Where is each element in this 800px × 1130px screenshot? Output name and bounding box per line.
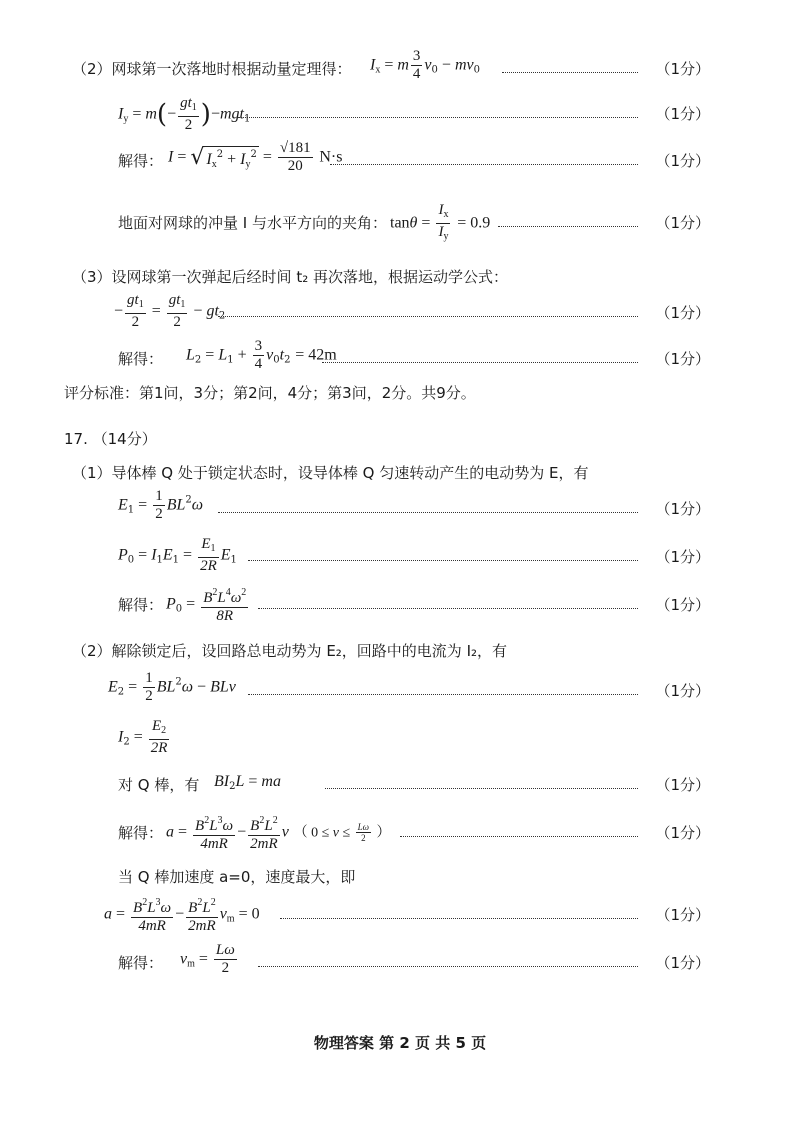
q17-p2-line5 [0, 942, 800, 982]
q17-p2-statement: 当 Q 棒加速度 a=0，速度最大，即 [118, 868, 356, 886]
prefix: 解得： [118, 954, 164, 972]
formula-e1: $E_1$ = $\frac{1}{2}$ $BL^2\omega$ [118, 488, 204, 522]
q16-p3-label: （3）设网球第一次弹起后经时间 t₂ 再次落地，根据运动学公式： [72, 268, 508, 286]
q17-p1-label-line [0, 452, 800, 492]
q17-p2-line-i2 [0, 718, 800, 758]
q16-grading [0, 372, 800, 412]
score: （1分） [655, 304, 710, 322]
q17-p2-line3 [0, 812, 800, 852]
score: （1分） [655, 906, 710, 924]
score: （1分） [655, 500, 710, 518]
q16-p2-label: （2）网球第一次落地时根据动量定理得： [72, 60, 352, 78]
score: （1分） [655, 682, 710, 700]
formula-l2: $L_2 = L_1$ + $\frac{3}{4}$ $v_0t_2 = 42m$ [186, 338, 337, 372]
grading-text: 评分标准：第1问，3分；第2问，4分；第3问，2分。共9分。 [64, 384, 476, 402]
formula-force: $BI_2L$ = ma [214, 773, 281, 792]
formula-tan: tanθ = $\frac{I_x}{I_y}$ = 0.9 [390, 202, 491, 242]
score: （1分） [655, 214, 710, 232]
q17-p1-line3 [0, 584, 800, 624]
q17-header: 17. （14分） [64, 430, 157, 448]
score: （1分） [655, 60, 710, 78]
formula-p0-result: $P_0$ = $\frac{B^2L^4\omega^2}{8R}$ [166, 584, 250, 625]
q17-p2-label: （2）解除锁定后，设回路总电动势为 E₂，回路中的电流为 I₂，有 [72, 642, 508, 660]
formula-i-total: I = √ $I_x^2 + I_y^2$ = $\frac{√181}{20}$ N·s [168, 140, 343, 174]
q16-p2-line4 [0, 202, 800, 242]
score: （1分） [655, 105, 710, 123]
unit: N·s [319, 148, 343, 166]
prefix: 解得： [118, 596, 164, 614]
q16-p3-line1 [0, 292, 800, 332]
prefix: 地面对网球的冲量 I 与水平方向的夹角： [118, 214, 387, 232]
q16-p2-line3 [0, 140, 800, 180]
prefix: 对 Q 棒，有 [118, 776, 200, 794]
formula-vm: $v_m$ = $\frac{L\omega}{2}$ [180, 942, 235, 976]
q17-p2-statement-line [0, 856, 800, 896]
formula-kinematic: − $\frac{gt_1}{2}$ = $\frac{gt_1}{2}$ − $gt_2$ [114, 292, 226, 330]
q17-p1-line2 [0, 536, 800, 576]
q17-p1-line1 [0, 488, 800, 528]
result: = 42m [295, 346, 337, 364]
score: （1分） [655, 548, 710, 566]
prefix: 解得： [118, 350, 164, 368]
result: = 0.9 [457, 214, 491, 232]
formula-iy: $I_y = m(-$ $\frac{gt_1}{2}$ )−mgt$_1$ [118, 95, 251, 133]
page-footer: 物理答案 第 2 页 共 5 页 [313, 1034, 487, 1052]
q17-p2-line2 [0, 764, 800, 804]
q17-p2-line4 [0, 894, 800, 934]
formula-e2: $E_2$ = $\frac{1}{2}$ $BL^2\omega$ − BLv [108, 670, 236, 704]
q17-p2-line1 [0, 670, 800, 710]
q16-p3-label-line [0, 256, 800, 296]
formula-a: a = $\frac{B^2L^3\omega}{4mR}$ − $\frac{B^2L^2}{2mR}$ v （ 0 ≤ v ≤ $\frac{L\omega}{2}$ ） [166, 812, 391, 853]
q16-p2-line2 [0, 93, 800, 133]
score: （1分） [655, 350, 710, 368]
score: （1分） [655, 596, 710, 614]
score: （1分） [655, 824, 710, 842]
q16-p2-line1 [0, 48, 800, 88]
q17-p2-label-line [0, 630, 800, 670]
q17-p1-label: （1）导体棒 Q 处于锁定状态时，设导体棒 Q 匀速转动产生的电动势为 E，有 [72, 464, 589, 482]
formula-i2: $I_2$ = $\frac{E_2}{2R}$ [118, 718, 168, 756]
score: （1分） [655, 152, 710, 170]
score: （1分） [655, 776, 710, 794]
prefix: 解得： [118, 824, 164, 842]
formula-ix: $I_x = m$ $\frac{3}{4}$ $v_0 - mv_0$ [370, 48, 480, 82]
score: （1分） [655, 954, 710, 972]
prefix: 解得： [118, 152, 164, 170]
formula-a-zero: a = $\frac{B^2L^3\omega}{4mR}$ − $\frac{B^2L^2}{2mR}$ $v_m = 0$ [104, 894, 260, 935]
formula-p0: $P_0 = I_1E_1$ = $\frac{E_1}{2R}$ $E_1$ [118, 536, 237, 574]
